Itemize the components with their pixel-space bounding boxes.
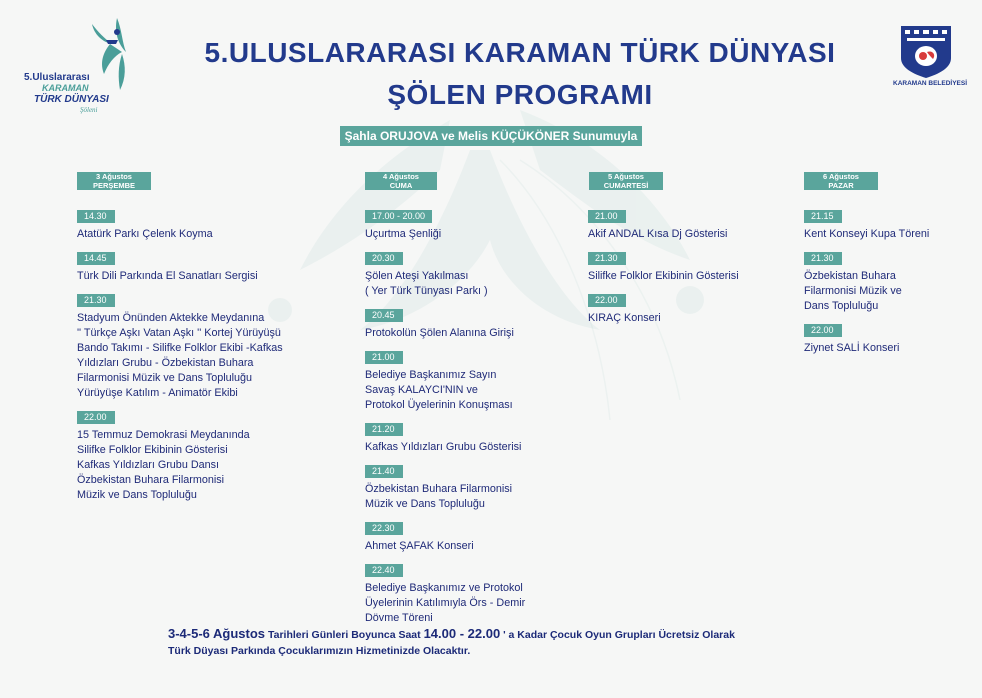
event-description: Ziynet SALİ Konseri xyxy=(804,342,900,354)
event-description: Belediye Başkanımız Sayın Savaş KALAYCI'NIN ve Protokol Üyelerinin Konuşması xyxy=(365,369,513,411)
event-time: 17.00 - 20.00 xyxy=(365,210,432,223)
event-time: 20.30 xyxy=(365,252,403,265)
event-item xyxy=(365,560,580,626)
event-item xyxy=(365,518,580,554)
event-time: 21.30 xyxy=(588,252,626,265)
day-badge xyxy=(804,172,878,190)
day-date: 4 Ağustos xyxy=(383,172,419,181)
day-column-3-august xyxy=(77,172,352,509)
event-item xyxy=(804,320,954,356)
footer-line2: Türk Düyası Parkında Çocuklarımızın Hizmetinizde Olacaktır. xyxy=(168,645,471,657)
event-description: Stadyum Önünden Aktekke Meydanına '' Türkçe Aşkı Vatan Aşkı '' Kortej Yürüyüşü Bando Takımı - Silifke Folklor Ekibi -Kafkas Yıldızları Grubu - Özbekistan Buhara Filarmonisi Müzik ve Dans Topluluğu Yürüyüşe Katılım - Animatör Ekibi xyxy=(77,312,283,399)
event-time: 14.45 xyxy=(77,252,115,265)
event-time: 21.00 xyxy=(365,351,403,364)
event-item xyxy=(365,305,580,341)
event-description: 15 Temmuz Demokrasi Meydanında Silifke Folklor Ekibinin Gösterisi Kafkas Yıldızları Grubu Dansı Özbekistan Buhara Filarmonisi Müzik ve Dans Topluluğu xyxy=(77,429,250,501)
day-weekday: CUMARTESİ xyxy=(603,181,649,190)
event-description: Türk Dili Parkında El Sanatları Sergisi xyxy=(77,270,258,282)
event-item xyxy=(804,248,954,314)
footer-note xyxy=(168,626,928,659)
event-item xyxy=(588,248,788,284)
day-column-4-august xyxy=(365,172,580,632)
event-time: 21.30 xyxy=(804,252,842,265)
event-item xyxy=(804,206,954,242)
day-column-5-august xyxy=(588,172,788,332)
event-time: 21.20 xyxy=(365,423,403,436)
event-item xyxy=(365,347,580,413)
logo-text-line1: 5.Uluslararası xyxy=(24,72,90,83)
footer-part1: Tarihleri Günleri Boyunca Saat xyxy=(265,629,424,641)
day-weekday: PAZAR xyxy=(828,181,854,190)
day-column-6-august xyxy=(804,172,954,362)
day-weekday: CUMA xyxy=(389,181,413,190)
event-description: Atatürk Parkı Çelenk Koyma xyxy=(77,228,213,240)
event-item xyxy=(588,290,788,326)
day-date: 3 Ağustos xyxy=(96,172,132,181)
event-time: 22.40 xyxy=(365,564,403,577)
event-description: Kent Konseyi Kupa Töreni xyxy=(804,228,930,240)
event-item xyxy=(77,290,352,401)
event-time: 21.00 xyxy=(588,210,626,223)
event-item xyxy=(77,407,352,503)
logo-text-line3: TÜRK DÜNYASI xyxy=(34,94,109,105)
event-description: KIRAÇ Konseri xyxy=(588,312,661,324)
event-time: 20.45 xyxy=(365,309,403,322)
municipality-logo xyxy=(893,22,968,87)
event-item xyxy=(77,248,352,284)
day-weekday: PERŞEMBE xyxy=(92,181,136,190)
day-badge xyxy=(589,172,663,190)
event-item xyxy=(365,461,580,512)
event-description: Özbekistan Buhara Filarmonisi Müzik ve Dans Topluluğu xyxy=(365,483,513,510)
logo-text-line2: KARAMAN xyxy=(42,83,89,93)
footer-dates: 3-4-5-6 Ağustos xyxy=(168,626,266,641)
event-time: 22.00 xyxy=(77,411,115,424)
footer-part2: ' a Kadar Çocuk Oyun Grupları Ücretsiz Olarak xyxy=(500,629,735,641)
festival-logo xyxy=(22,14,142,118)
event-description: Kafkas Yıldızları Grubu Gösterisi xyxy=(365,441,522,453)
day-date: 6 Ağustos xyxy=(823,172,859,181)
event-item xyxy=(77,206,352,242)
event-description: Protokolün Şölen Alanına Girişi xyxy=(365,327,514,339)
logo-right-text: KARAMAN BELEDİYESİ xyxy=(893,80,968,87)
presenters-banner: Şahla ORUJOVA ve Melis KÜÇÜKÖNER Sunumuyla xyxy=(340,126,642,146)
day-badge xyxy=(77,172,151,190)
event-time: 22.30 xyxy=(365,522,403,535)
event-time: 22.00 xyxy=(588,294,626,307)
event-time: 14.30 xyxy=(77,210,115,223)
logo-text-line4: Şöleni xyxy=(80,106,98,114)
event-time: 21.40 xyxy=(365,465,403,478)
event-description: Özbekistan Buhara Filarmonisi Müzik ve Dans Topluluğu xyxy=(804,270,902,312)
event-description: Silifke Folklor Ekibinin Gösterisi xyxy=(588,270,739,282)
event-item xyxy=(588,206,788,242)
page-title-line1: 5.ULUSLARARASI KARAMAN TÜRK DÜNYASI xyxy=(204,37,836,68)
event-time: 21.15 xyxy=(804,210,842,223)
event-description: Akif ANDAL Kısa Dj Gösterisi xyxy=(588,228,728,240)
footer-line1 xyxy=(168,626,928,643)
event-item xyxy=(365,419,580,455)
event-time: 21.30 xyxy=(77,294,115,307)
event-description: Ahmet ŞAFAK Konseri xyxy=(365,540,474,552)
page-title-line2: ŞÖLEN PROGRAMI xyxy=(387,79,653,110)
event-item xyxy=(365,248,580,299)
day-date: 5 Ağustos xyxy=(608,172,644,181)
event-description: Şölen Ateşi Yakılması ( Yer Türk Tünyası Parkı ) xyxy=(365,270,488,297)
event-description: Belediye Başkanımız ve Protokol Üyelerinin Katılımıyla Örs - Demir Dövme Töreni xyxy=(365,582,526,624)
event-description: Uçurtma Şenliği xyxy=(365,228,442,240)
footer-hours: 14.00 - 22.00 xyxy=(423,626,501,641)
event-time: 22.00 xyxy=(804,324,842,337)
day-badge xyxy=(365,172,437,190)
event-item xyxy=(365,206,580,242)
